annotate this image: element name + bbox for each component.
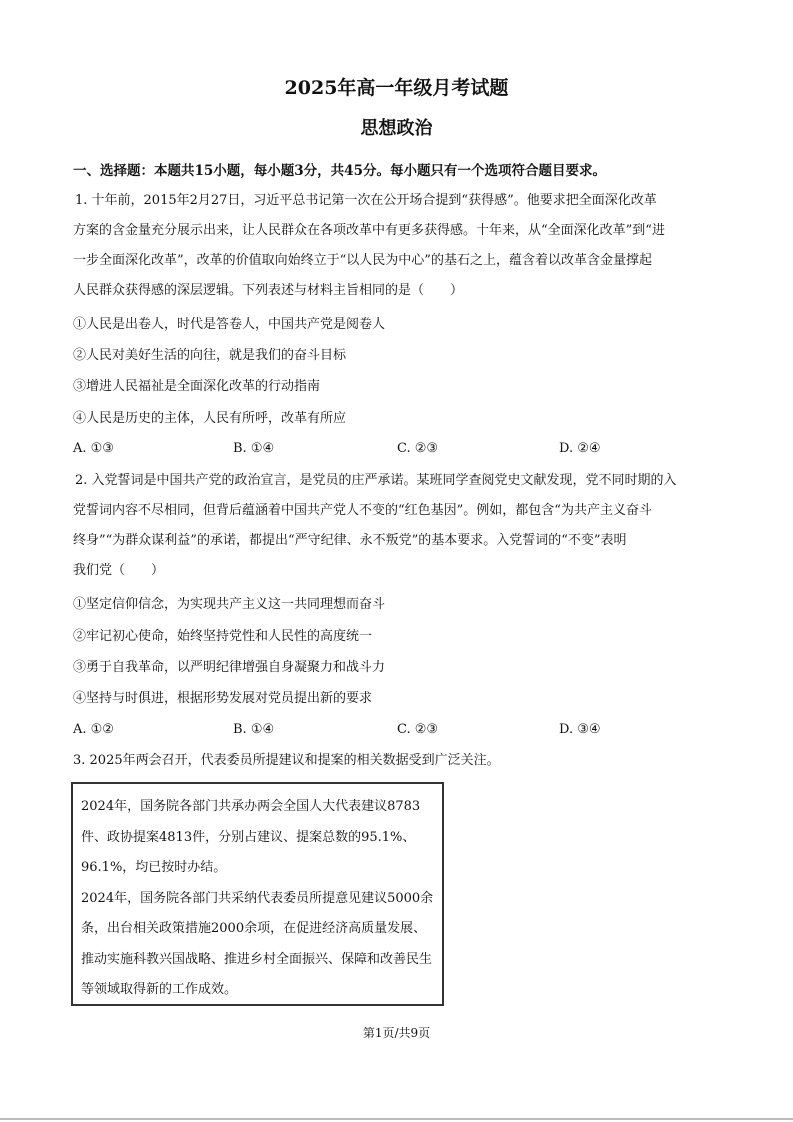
question-2-options — [73, 719, 673, 741]
question-2-statement: ③勇于自我革命，以严明纪律增强自身凝聚力和战斗力 — [73, 660, 386, 675]
question-1-stem-line: 1. 十年前，2015年2月27日，习近平总书记第一次在公开场合提到“获得感”。他要求把全面深化改革 — [75, 193, 657, 208]
question-2-statement: ①坚定信仰信念，为实现共产主义这一共同理想而奋斗 — [73, 597, 386, 612]
bottom-divider — [0, 1118, 793, 1120]
question-1-statement: ④人民是历史的主体，人民有所呼，改革有所应 — [73, 411, 347, 426]
question-1-stem-line: 一步全面深化改革”，改革的价值取向始终立于“以人民为中心”的基石之上，蕴含着以改革含金量撑起 — [73, 253, 652, 268]
question-1-stem-line: 人民群众获得感的深层逻辑。下列表述与材料主旨相同的是（ ） — [73, 283, 464, 298]
question-1-statement: ②人民对美好生活的向往，就是我们的奋斗目标 — [73, 348, 347, 363]
question-2-stem-line: 我们党（ ） — [73, 563, 165, 578]
option-d[interactable]: D. ②④ — [559, 441, 601, 456]
question-2-stem-line: 2. 入党誓词是中国共产党的政治宣言，是党员的庄严承诺。某班同学查阅党史文献发现，党不同时期的入 — [75, 473, 677, 488]
option-b[interactable]: B. ①④ — [233, 722, 275, 737]
option-a[interactable]: A. ①③ — [73, 441, 114, 456]
question-2-statement: ②牢记初心使命，始终坚持党性和人民性的高度统一 — [73, 629, 373, 644]
option-a[interactable]: A. ①② — [73, 722, 114, 737]
question-1-statement: ①人民是出卷人，时代是答卷人，中国共产党是阅卷人 — [73, 317, 386, 332]
section-heading: 一、选择题：本题共15小题，每小题3分，共45分。每小题只有一个选项符合题目要求。 — [73, 163, 606, 179]
question-1-stem-line: 方案的含金量充分展示出来，让人民群众在各项改革中有更多获得感。十年来，从“全面深化改革”到“进 — [73, 223, 665, 238]
option-c[interactable]: C. ②③ — [397, 722, 439, 737]
option-c[interactable]: C. ②③ — [397, 441, 439, 456]
exam-title: 2025年高一年级月考试题 — [284, 77, 509, 99]
option-d[interactable]: D. ③④ — [559, 722, 601, 737]
question-2-stem-line: 党誓词内容不尽相同，但背后蕴涵着中国共产党人不变的“红色基因”。例如，都包含“为共产主义奋斗 — [73, 503, 652, 518]
question-1-statement: ③增进人民福祉是全面深化改革的行动指南 — [73, 379, 321, 394]
material-paragraph: 2024年，国务院各部门共采纳代表委员所提意见建议5000余条，出台相关政策措施2000余项，在促进经济高质量发展、推动实施科教兴国战略、推进乡村全面振兴、保障和改善民生等领域取得新的工作成效。 — [81, 890, 434, 997]
material-box — [71, 782, 444, 1006]
option-b[interactable]: B. ①④ — [233, 441, 275, 456]
question-2-statement: ④坚持与时俱进，根据形势发展对党员提出新的要求 — [73, 691, 373, 706]
page-number: 第1页/共9页 — [362, 1026, 431, 1040]
material-paragraph: 2024年，国务院各部门共承办两会全国人大代表建议8783件、政协提案4813件，分别占建议、提案总数的95.1%、96.1%，均已按时办结。 — [81, 799, 421, 875]
subject-title: 思想政治 — [360, 118, 433, 139]
question-1-stem — [73, 186, 728, 306]
question-2-stem-line: 终身”“为群众谋利益”的承诺，都提出“严守纪律、永不叛党”的基本要求。入党誓词的“不变”表明 — [73, 533, 627, 548]
question-2-stem — [73, 466, 728, 586]
question-3-stem: 3. 2025年两会召开，代表委员所提建议和提案的相关数据受到广泛关注。 — [73, 753, 500, 768]
question-1-options — [73, 438, 673, 460]
